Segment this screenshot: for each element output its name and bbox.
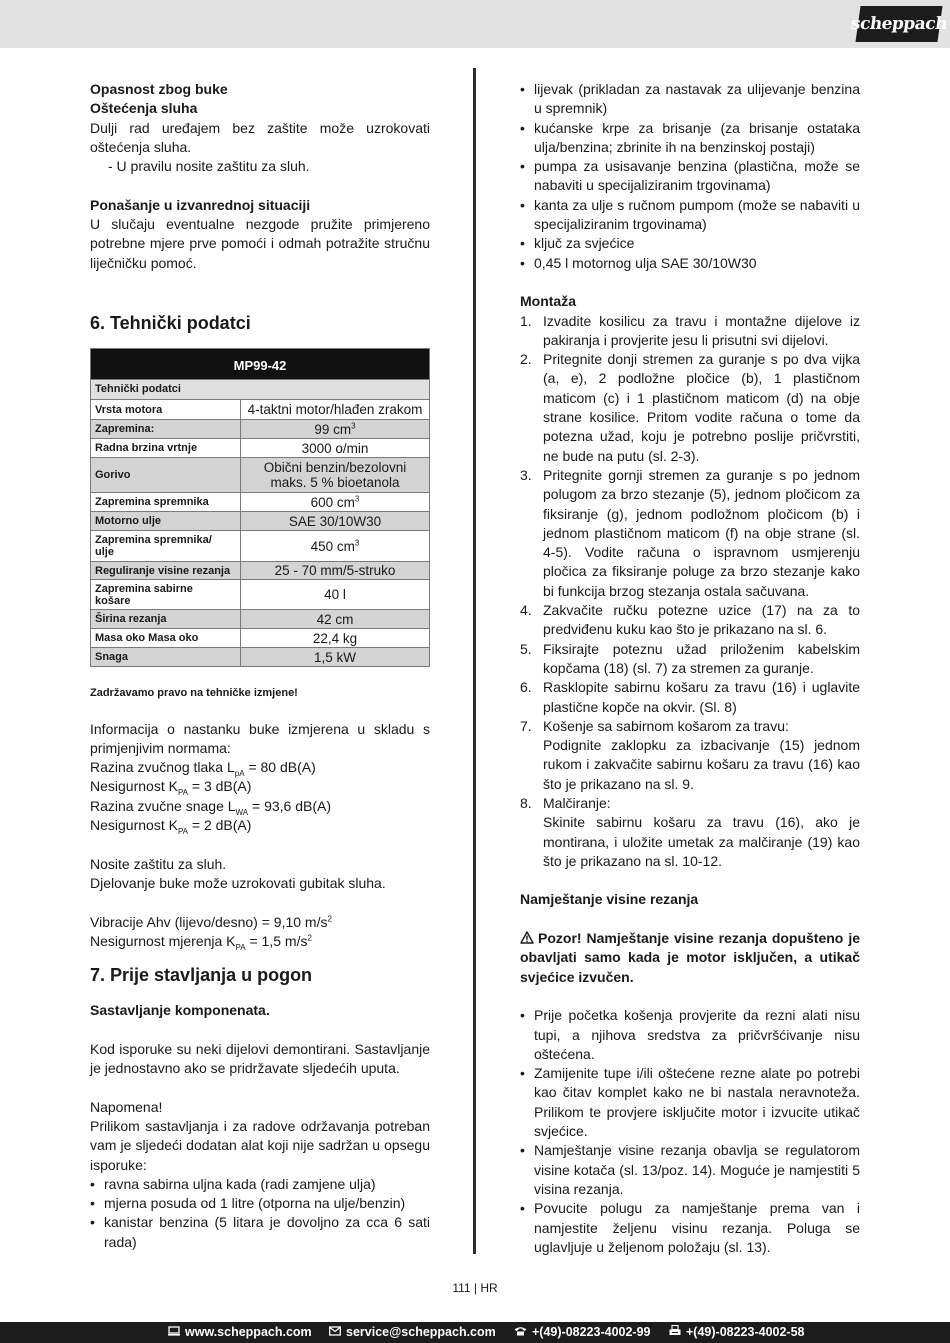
assembly-title: Sastavljanje komponenata. [90, 1002, 270, 1019]
sound-power: Razina zvučne snage $L_{WA} = 93,6$ dB(A) [90, 797, 332, 817]
page-number: 111 | HR [452, 1281, 498, 1295]
spec-value: 42 cm [241, 610, 430, 629]
noise-bullet: - U pravilu nosite zaštitu za sluh. [108, 158, 310, 175]
list-item: 1. Izvadite kosilicu za travu i montažne dijelove iz pakiranja i provjerite jesu li prisutni svi dijelovi. [520, 312, 860, 348]
spec-label: Radna brzina vrtnje [91, 439, 241, 458]
list-item: 2. Pritegnite donji stremen za guranje s po dva vijka (a, e), 2 podložne pločice (b), 1 plastičnom maticom (c) i 1 plastičnom maticom (d) na obje strane kosilice. Pritom vodite računa o tome da potezna užad, koju je potrebno poslije pričvrstiti, ne bude na putu (sl. 2-3). [520, 351, 860, 464]
hearing-loss: Djelovanje buke može uzrokovati gubitak sluha. [90, 874, 386, 891]
spec-value: 40 l [241, 580, 430, 610]
list-item: • kućanske krpe za brisanje (za brisanje ostataka ulja/benzina; zbrinite ih na benzinskoj postaji) [520, 119, 860, 158]
list-item: • 0,45 l motornog ulja SAE 30/10W30 [520, 254, 860, 273]
tools-list-continued [520, 80, 860, 273]
spec-value: 99 $cm^3$ [241, 420, 430, 439]
vibration: Vibracije Ahv (lijevo/desno) = 9,10 $m/s^2$ [90, 913, 332, 930]
spec-row [91, 512, 430, 531]
spec-row [91, 420, 430, 439]
list-item: • pumpa za usisavanje benzina (plastična, može se nabaviti u specijaliziranim trgovinama) [520, 157, 860, 196]
vibration-uncertainty: Nesigurnost mjerenja $K_{PA} = 1,5$ $m/s^2$ [90, 932, 312, 952]
right-column [520, 80, 860, 1257]
footer-fax: +(49)-08223-4002-58 [669, 1325, 805, 1339]
list-item: 8. Malčiranje: Skinite sabirnu košaru za travu (16), ako je montirana, i uložite umetak za malčiranje (19) kao što je prikazano na sl. 10-12. [520, 794, 860, 869]
assembly-text: Kod isporuke su neki dijelovi demontirani. Sastavljanje je jednostavno ako se pridržavate sljedećih uputa. [90, 1040, 430, 1077]
footer-phone: +(49)-08223-4002-99 [514, 1325, 651, 1339]
fax-icon [669, 1325, 681, 1336]
spec-label: Snaga [91, 648, 241, 667]
height-bullets [520, 1006, 860, 1257]
spec-value: 1,5 kW [241, 648, 430, 667]
reserve-note: Zadržavamo pravo na tehničke izmjene! [90, 687, 298, 700]
sound-pressure: Razina zvučnog tlaka $L_{pA} = 80$ dB(A) [90, 759, 316, 778]
spec-value: 450 $cm^3$ [241, 531, 430, 562]
phone-icon [514, 1326, 527, 1336]
spec-row [91, 610, 430, 629]
list-item: 5. Fiksirajte poteznu užad priloženim kabelskim kopčama (18) (sl. 7) za stremen za guranje. [520, 640, 860, 676]
spec-value: 25 - 70 mm/5-struko [241, 562, 430, 580]
list-item: 4. Zakvačite ručku potezne uzice (17) na za to predviđenu kuku kao što je prikazano na sl. 6. [520, 602, 860, 638]
spec-label: Zapremina: [91, 420, 241, 439]
tools-list [90, 1175, 430, 1252]
left-column [90, 80, 430, 1252]
spec-value: Obični benzin/bezolovni maks. 5 % bioetanola [241, 458, 430, 493]
warning-text: Pozor! Namještanje visine rezanja dopušteno je obavljati samo kada je motor isključen, a utikač svjećice izvučen. [520, 930, 860, 985]
list-item: 6. Rasklopite sabirnu košaru za travu (16) i uglavite plastične kopče na okvir. (Sl. 8) [520, 679, 860, 715]
list-item: 7. Košenje sa sabirnom košarom za travu: Podignite zaklopku za izbacivanje (15) jednom rukom i zakvačite sabirnu košaru za travu (16) kao što je prikazano na sl. 9. [520, 717, 860, 792]
montage-title: Montaža [520, 293, 576, 310]
spec-row [91, 458, 430, 493]
spec-label: Zapremina spremnika/ ulje [91, 531, 241, 562]
list-item: • Namještanje visine rezanja obavlja se regulatorom visine kotača (sl. 13/poz. 14). Moguće je namjestiti 5 visina rezanja. [520, 1141, 860, 1199]
section-6-title: 6. Tehnički podatci [90, 312, 251, 333]
spec-row [91, 580, 430, 610]
emergency-text: U slučaju eventualne nezgode pružite primjereno potrebne mjere prve pomoći i odmah potražite stručnu liječničku pomoć. [90, 216, 430, 271]
header-band [0, 0, 950, 48]
spec-row [91, 531, 430, 562]
noise-info: Informacija o nastanku buke izmjerena u skladu s primjenjivim normama: [90, 720, 430, 756]
spec-value: 4-taktni motor/hlađen zrakom [241, 400, 430, 420]
spec-row [91, 400, 430, 420]
spec-label: Zapremina spremnika [91, 493, 241, 512]
uncertainty-2: Nesigurnost $K_{PA} = 2$ dB(A) [90, 817, 252, 836]
spec-label: Motorno ulje [91, 512, 241, 531]
height-title: Namještanje visine rezanja [520, 891, 699, 908]
list-item: • ključ za svjećice [520, 234, 860, 253]
column-divider [473, 68, 476, 1254]
list-item: • Prije početka košenja provjerite da rezni alati nisu tupi, a njihova sredstva za pričvršćivanje nisu oštećena. [520, 1006, 860, 1064]
list-item: • lijevak (prikladan za nastavak za ulijevanje benzina u spremnik) [520, 80, 860, 119]
emergency-title: Ponašanje u izvanrednoj situaciji [90, 196, 311, 213]
montage-steps [520, 312, 860, 872]
spec-label: Širina rezanja [91, 610, 241, 629]
spec-label: Vrsta motora [91, 400, 241, 420]
computer-icon [168, 1326, 180, 1336]
noise-subtitle: Oštećenja sluha [90, 100, 198, 117]
section-7-title: 7. Prije stavljanja u pogon [90, 965, 313, 986]
footer-bar [0, 1322, 950, 1343]
spec-label: Masa oko Masa oko [91, 629, 241, 648]
note-title: Napomena! [90, 1098, 163, 1115]
uncertainty-1: Nesigurnost $K_{PA} = 3$ dB(A) [90, 778, 252, 798]
brand-logo: scheppach [855, 6, 942, 42]
list-item: • kanta za ulje s ručnom pumpom (može se nabaviti u specijaliziranim trgovinama) [520, 196, 860, 235]
noise-title: Opasnost zbog buke [90, 81, 228, 97]
spec-row [91, 493, 430, 512]
wear-protection: Nosite zaštitu za sluh. [90, 855, 227, 872]
note-text: Prilikom sastavljanja i za radove održavanja potreban vam je sljedeći dodatan alat koji nije sadržan u opsegu isporuke: [90, 1117, 430, 1173]
spec-label: Zapremina sabirne košare [91, 580, 241, 610]
list-item: 3. Pritegnite gornji stremen za guranje s po jednom polugom za brzo stezanje (5), jednom pločicom za fiksiranje (g), jednom podložnom pločicom (b) i jednom plastičnom maticom (f) na obje strane (sl. 4-5). Vodite računa o ispravnom usmjerenju pločica za fiksiranje poluge za brzo stezanje kako bi funkcija brzog stezanja ostala sačuvana. [520, 466, 860, 599]
spec-value: 3000 o/min [241, 439, 430, 458]
warning-icon [520, 931, 534, 944]
spec-row [91, 648, 430, 667]
spec-row [91, 562, 430, 580]
list-item: • ravna sabirna uljna kada (radi zamjene ulja) [90, 1175, 430, 1194]
spec-value: 22,4 kg [241, 629, 430, 648]
list-item: • Povucite polugu za namještanje prema van i namjestite željenu visinu rezanja. Poluga se uglavljuje u željenom položaju (sl. 13). [520, 1199, 860, 1257]
footer-web: www.scheppach.com [168, 1325, 312, 1339]
spec-subheader: Tehnički podatci [91, 379, 430, 399]
email-icon [329, 1326, 341, 1336]
spec-row [91, 439, 430, 458]
list-item: • mjerna posuda od 1 litre (otporna na ulje/benzin) [90, 1194, 430, 1213]
list-item: • kanistar benzina (5 litara je dovoljno za cca 6 sati rada) [90, 1213, 430, 1252]
footer-email: service@scheppach.com [329, 1325, 496, 1339]
spec-value: SAE 30/10W30 [241, 512, 430, 531]
spec-model: MP99-42 [91, 348, 430, 379]
list-item: • Zamijenite tupe i/ili oštećene rezne alate po potrebi kao čitav komplet kako ne bi nastala neravnoteža. Prilikom te provjere isključite motor i izvucite utikač svjećice. [520, 1064, 860, 1141]
spec-row [91, 629, 430, 648]
spec-label: Gorivo [91, 458, 241, 493]
spec-label: Reguliranje visine rezanja [91, 562, 241, 580]
spec-value: 600 $cm^3$ [241, 493, 430, 512]
noise-text: Dulji rad uređajem bez zaštite može uzrokovati oštećenja sluha. [90, 119, 430, 155]
spec-table [90, 348, 430, 667]
